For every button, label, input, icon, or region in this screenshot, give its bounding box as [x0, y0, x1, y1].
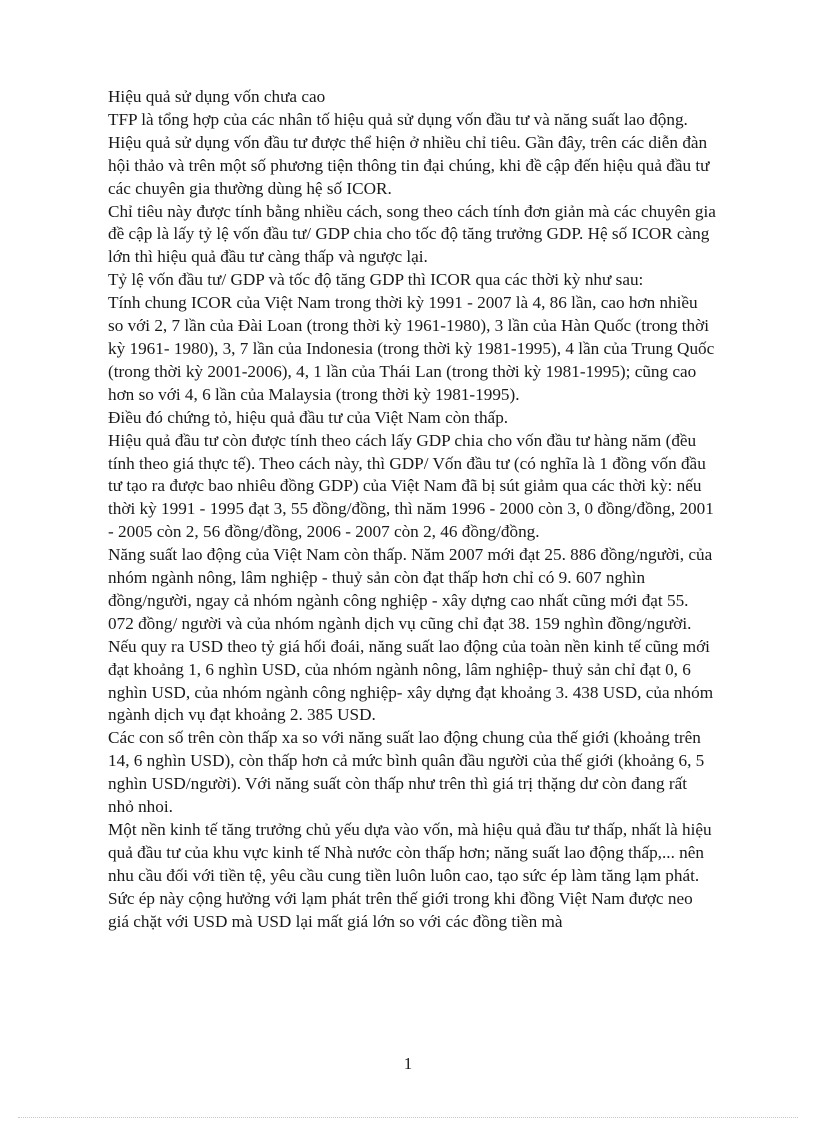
paragraph: Tỷ lệ vốn đầu tư/ GDP và tốc độ tăng GDP thì ICOR qua các thời kỳ như sau:: [108, 270, 644, 290]
page-number: 1: [403, 1054, 413, 1073]
paragraph: Năng suất lao động của Việt Nam còn thấp. Năm 2007 mới đạt 25. 886 đồng/người, của nhóm ngành nông, lâm nghiệp - thuỷ sản còn đạt thấp hơn chỉ có 9. 607 nghìn đồng/người, ngay cả nhóm ngành công nghiệp - xây dựng cao nhất cũng mới đạt 55. 072 đồng/ người và của nhóm ngành dịch vụ cũng chỉ đạt 38. 159 nghìn đồng/người.: [108, 545, 713, 633]
paragraph: Sức ép này cộng hưởng với lạm phát trên thế giới trong khi đồng Việt Nam được neo giá chặt với USD mà USD lại mất giá lớn so với các đồng tiền mà: [108, 888, 693, 931]
paragraph: Chỉ tiêu này được tính bằng nhiều cách, song theo cách tính đơn giản mà các chuyên gia đề cập là lấy tỷ lệ vốn đầu tư/ GDP chia cho tốc độ tăng trưởng GDP. Hệ số ICOR càng lớn thì hiệu quả đầu tư càng thấp và ngược lại.: [108, 201, 716, 267]
paragraph: Tính chung ICOR của Việt Nam trong thời kỳ 1991 - 2007 là 4, 86 lần, cao hơn nhiều so với 2, 7 lần của Đài Loan (trong thời kỳ 1961-1980), 3 lần của Hàn Quốc (trong thời kỳ 1961- 1980), 3, 7 lần của Indonesia (trong thời kỳ 1981-1995), 4 lần của Trung Quốc (trong thời kỳ 2001-2006), 4, 1 lần của Thái Lan (trong thời kỳ 1981-1995); cũng cao hơn so với 4, 6 lần của Malaysia (trong thời kỳ 1981-1995).: [108, 293, 715, 404]
document-body: [108, 86, 716, 934]
paragraph: Một nền kinh tế tăng trưởng chủ yếu dựa vào vốn, mà hiệu quả đầu tư thấp, nhất là hiệu quả đầu tư của khu vực kinh tế Nhà nước còn thấp hơn; năng suất lao động thấp,... nên nhu cầu đối với tiền tệ, yêu cầu cung tiền luôn luôn cao, tạo sức ép làm tăng lạm phát.: [108, 820, 712, 885]
paragraph: TFP là tổng hợp của các nhân tố hiệu quả sử dụng vốn đầu tư và năng suất lao động. Hiệu quả sử dụng vốn đầu tư được thể hiện ở nhiều chỉ tiêu. Gần đây, trên các diễn đàn hội thảo và trên một số phương tiện thông tin đại chúng, khi đề cập đến hiệu quả đầu tư các chuyên gia thường dùng hệ số ICOR.: [108, 109, 710, 198]
paragraph: Điều đó chứng tỏ, hiệu quả đầu tư của Việt Nam còn thấp.: [108, 407, 509, 427]
paragraph: Các con số trên còn thấp xa so với năng suất lao động chung của thế giới (khoảng trên 14, 6 nghìn USD), còn thấp hơn cả mức bình quân đầu người của thế giới (khoảng 6, 5 nghìn USD/người). Với năng suất còn thấp như trên thì giá trị thặng dư còn đang rất nhỏ nhoi.: [108, 728, 705, 817]
section-heading: Hiệu quả sử dụng vốn chưa cao: [108, 87, 326, 106]
page-bottom-edge: [18, 1117, 798, 1118]
paragraph: Nếu quy ra USD theo tỷ giá hối đoái, năng suất lao động của toàn nền kinh tế cũng mới đạt khoảng 1, 6 nghìn USD, của nhóm ngành nông, lâm nghiệp- thuỷ sản chỉ đạt 0, 6 nghìn USD, của nhóm ngành công nghiệp- xây dựng đạt khoảng 3. 438 USD, của nhóm ngành dịch vụ đạt khoảng 2. 385 USD.: [108, 636, 714, 725]
paragraph: Hiệu quả đầu tư còn được tính theo cách lấy GDP chia cho vốn đầu tư hàng năm (đều tính theo giá thực tế). Theo cách này, thì GDP/ Vốn đầu tư (có nghĩa là 1 đồng vốn đầu tư tạo ra được bao nhiêu đồng GDP) của Việt Nam đã bị sút giảm qua các thời kỳ: nếu thời kỳ 1991 - 1995 đạt 3, 55 đồng/đồng, thì năm 1996 - 2000 còn 3, 0 đồng/đồng, 2001 - 2005 còn 2, 56 đồng/đồng, 2006 - 2007 còn 2, 46 đồng/đồng.: [108, 430, 714, 542]
